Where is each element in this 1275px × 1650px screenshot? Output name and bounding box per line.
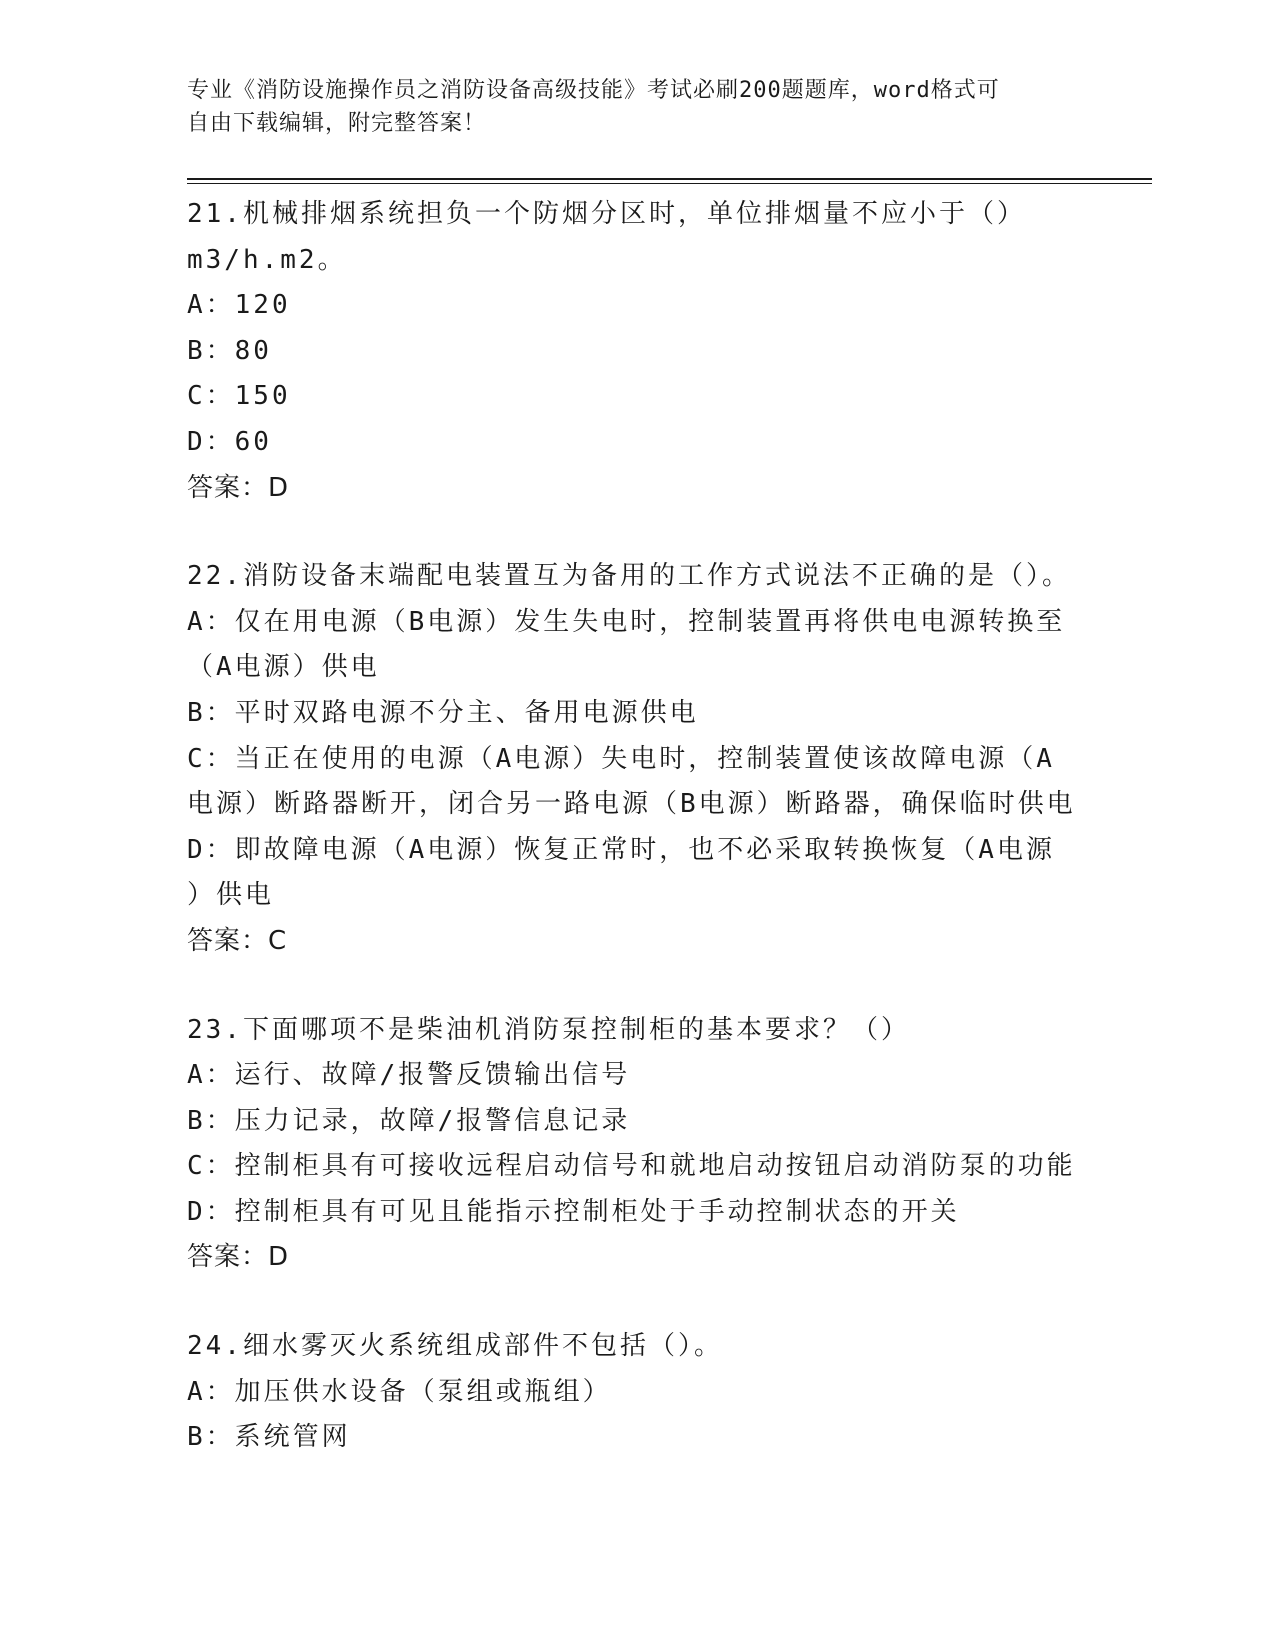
answer-label: 答案：D [187, 472, 290, 503]
option-d-continued: ）供电 [187, 880, 275, 911]
question-stem: 24.细水雾灭火系统组成部件不包括（）。 [187, 1331, 723, 1362]
question-list [187, 192, 1087, 1461]
document-header [187, 74, 1087, 140]
question-stem: 22.消防设备末端配电装置互为备用的工作方式说法不正确的是（）。 [187, 561, 1071, 592]
option-d: D：60 [187, 426, 272, 457]
option-d: D：控制柜具有可见且能指示控制柜处于手动控制状态的开关 [187, 1196, 960, 1227]
header-line-2: 自由下载编辑，附完整答案！ [187, 111, 487, 136]
question-23 [187, 1008, 1087, 1282]
question-stem: 21.机械排烟系统担负一个防烟分区时，单位排烟量不应小于（） [187, 199, 1026, 229]
option-b: B：系统管网 [187, 1422, 351, 1453]
option-b: B：压力记录，故障/报警信息记录 [187, 1105, 631, 1136]
question-21 [187, 192, 1087, 511]
option-a-continued: （A电源）供电 [187, 652, 380, 683]
option-b: B：平时双路电源不分主、备用电源供电 [187, 697, 699, 728]
answer-label: 答案：D [187, 1242, 290, 1273]
option-c-continued: 电源）断路器断开，闭合另一路电源（B电源）断路器，确保临时供电 [187, 789, 1076, 820]
option-c: C：控制柜具有可接收远程启动信号和就地启动按钮启动消防泵的功能 [187, 1151, 1076, 1182]
option-a: A：运行、故障/报警反馈输出信号 [187, 1060, 631, 1091]
question-22 [187, 554, 1087, 964]
option-a: A：仅在用电源（B电源）发生失电时，控制装置再将供电电源转换至 [187, 606, 1066, 637]
answer-label: 答案：C [187, 925, 288, 956]
option-c: C：当正在使用的电源（A电源）失电时，控制装置使该故障电源（A [187, 743, 1055, 774]
option-a: A：加压供水设备（泵组或瓶组） [187, 1376, 612, 1407]
question-stem: 23.下面哪项不是柴油机消防泵控制柜的基本要求？（） [187, 1014, 910, 1045]
header-divider-thin [187, 183, 1152, 184]
option-d: D：即故障电源（A电源）恢复正常时，也不必采取转换恢复（A电源 [187, 834, 1055, 865]
header-line-1: 专业《消防设施操作员之消防设备高级技能》考试必刷200题题库，word格式可 [187, 78, 1000, 103]
option-c: C：150 [187, 381, 291, 412]
option-a: A：120 [187, 290, 291, 321]
header-divider-thick [187, 178, 1152, 180]
question-stem: m3/h.m2。 [187, 244, 347, 275]
question-24 [187, 1324, 1087, 1461]
option-b: B：80 [187, 335, 272, 366]
